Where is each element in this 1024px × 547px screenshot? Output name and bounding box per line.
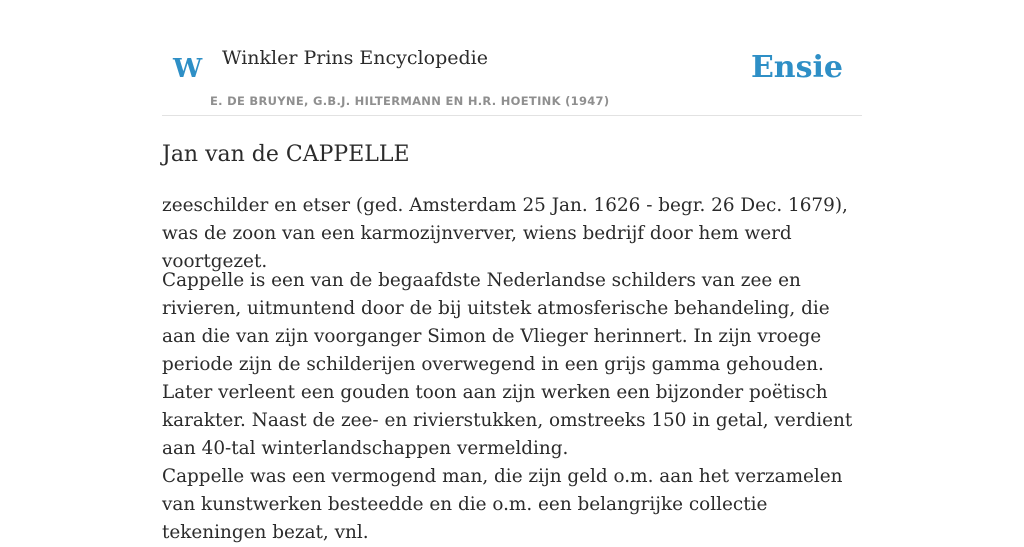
article-title: Jan van de CAPPELLE: [162, 142, 410, 167]
publication-title[interactable]: Winkler Prins Encyclopedie: [222, 47, 488, 69]
page-container: [162, 0, 862, 543]
page-header: [162, 0, 862, 116]
ensie-logo[interactable]: Ensie: [750, 50, 843, 85]
article-paragraph-2: Cappelle is een van de begaafdste Nederlandse schilders van zee en rivieren, uitmuntend door de bij uitstek atmosferische behandeling, die aan die van zijn voorganger Simon de Vlieger herinnert. In zijn vroege periode zijn de schilderijen overwegend in een grijs gamma gehouden. Later verleent een gouden toon aan zijn werken een bijzonder poëtisch karakter. Naast de zee- en rivierstukken, omstreeks 150 in getal, verdient aan 40-tal winterlandschappen vermelding.: [162, 270, 853, 459]
winkler-prins-logo[interactable]: W: [173, 54, 203, 84]
article-paragraph-3: Cappelle was een vermogend man, die zijn geld o.m. aan het verzamelen van kunstwerken besteedde en die o.m. een belangrijke collectie tekeningen bezat, vnl.: [162, 466, 843, 543]
publication-authors: E. DE BRUYNE, G.B.J. HILTERMANN EN H.R. HOETINK (1947): [210, 94, 610, 108]
article-paragraph-1: zeeschilder en etser (ged. Amsterdam 25 Jan. 1626 - begr. 26 Dec. 1679), was de zoon van een karmozijnverver, wiens bedrijf door hem werd voortgezet.: [162, 195, 848, 272]
